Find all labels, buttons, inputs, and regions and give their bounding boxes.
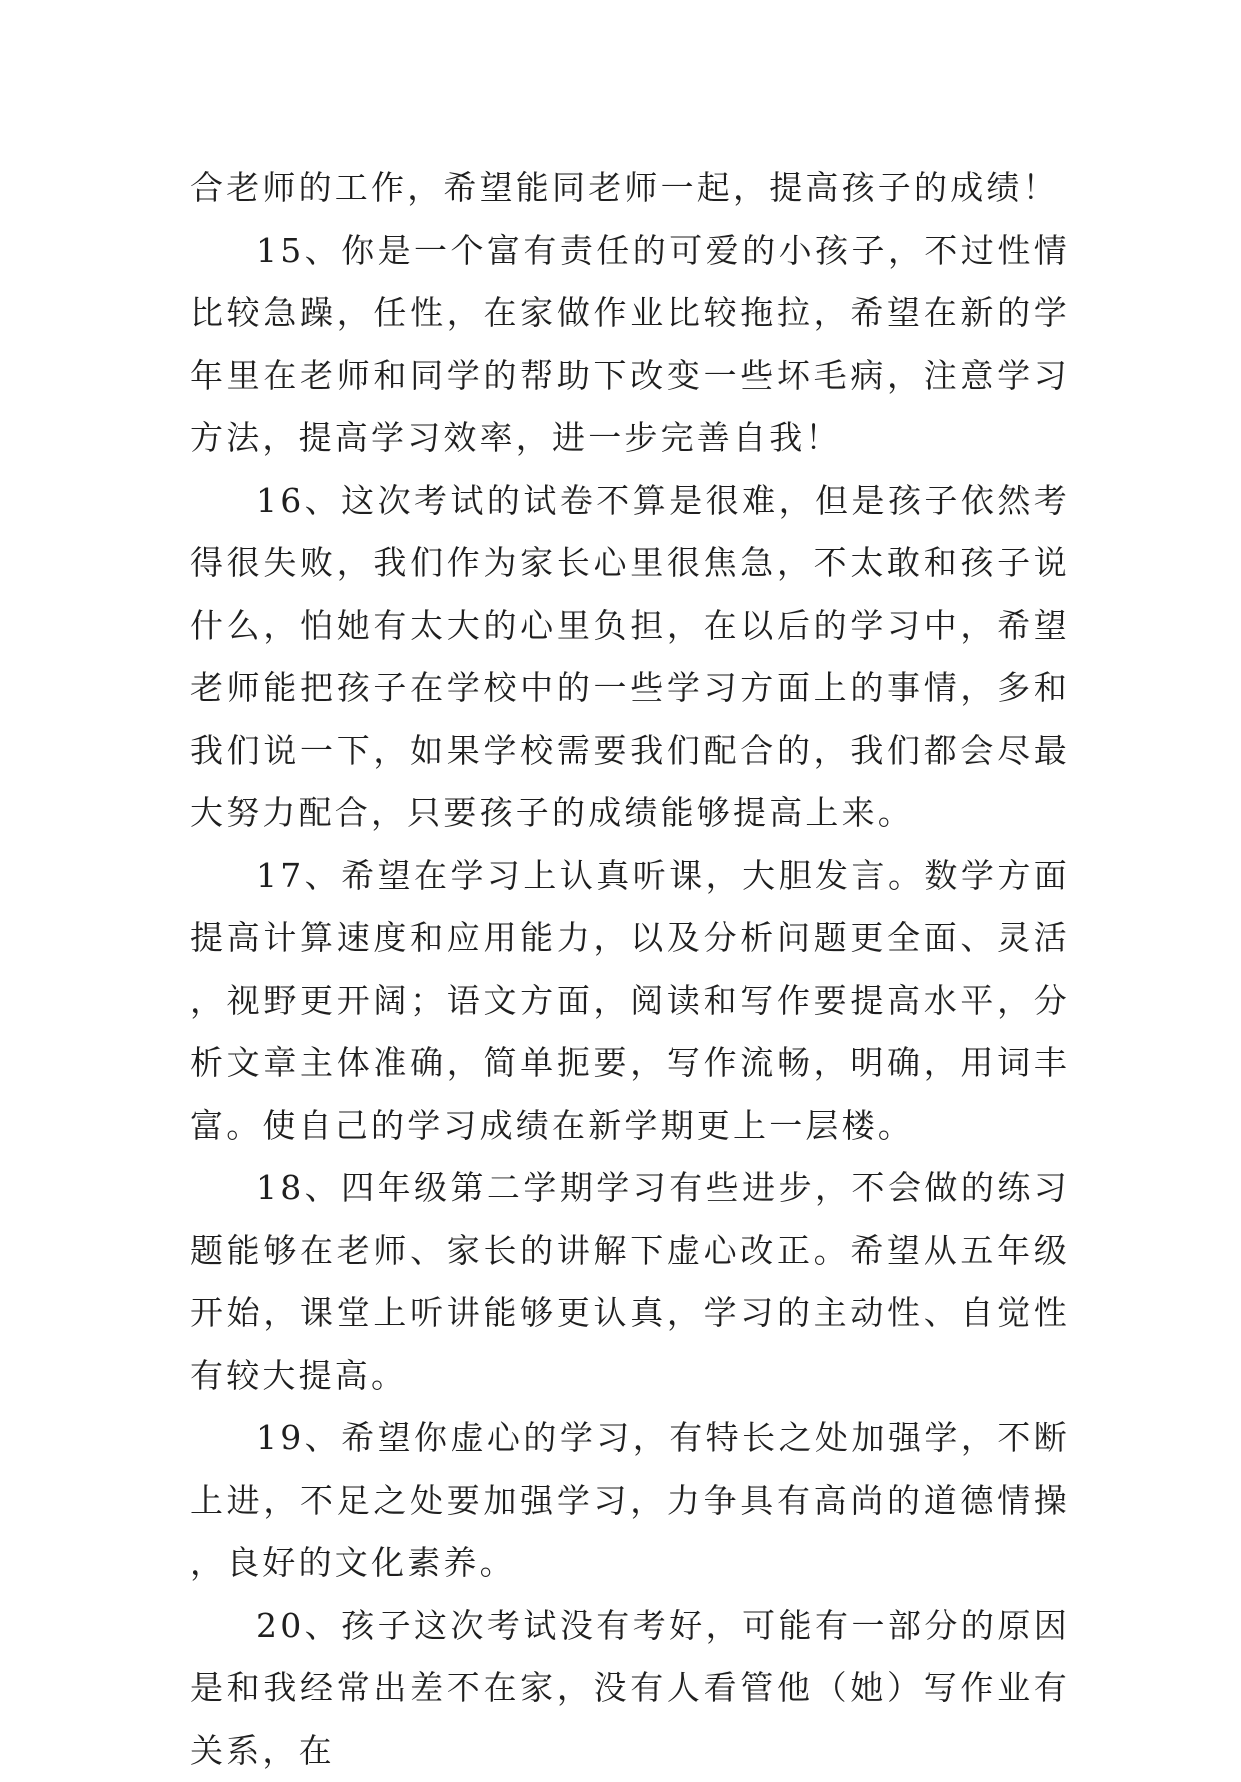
document-body	[190, 157, 1070, 1782]
paragraph-item-15: 15、你是一个富有责任的可爱的小孩子，不过性情比较急躁，任性，在家做作业比较拖拉，希望在新的学年里在老师和同学的帮助下改变一些坏毛病，注意学习方法，提高学习效率，进一步完善自我！	[190, 220, 1070, 470]
paragraph-item-16: 16、这次考试的试卷不算是很难，但是孩子依然考得很失败，我们作为家长心里很焦急，不太敢和孩子说什么，怕她有太大的心里负担，在以后的学习中，希望老师能把孩子在学校中的一些学习方面上的事情，多和我们说一下，如果学校需要我们配合的，我们都会尽最大努力配合，只要孩子的成绩能够提高上来。	[190, 470, 1070, 845]
paragraph-item-18: 18、四年级第二学期学习有些进步，不会做的练习题能够在老师、家长的讲解下虚心改正。希望从五年级开始，课堂上听讲能够更认真，学习的主动性、自觉性有较大提高。	[190, 1157, 1070, 1407]
paragraph-item-20: 20、孩子这次考试没有考好，可能有一部分的原因是和我经常出差不在家，没有人看管他（她）写作业有关系，在	[190, 1595, 1070, 1782]
paragraph-item-17: 17、希望在学习上认真听课，大胆发言。数学方面提高计算速度和应用能力，以及分析问题更全面、灵活，视野更开阔；语文方面，阅读和写作要提高水平，分析文章主体准确，简单扼要，写作流畅，明确，用词丰富。使自己的学习成绩在新学期更上一层楼。	[190, 845, 1070, 1158]
paragraph-item-19: 19、希望你虚心的学习，有特长之处加强学，不断上进，不足之处要加强学习，力争具有高尚的道德情操，良好的文化素养。	[190, 1407, 1070, 1595]
paragraph-continuation: 合老师的工作，希望能同老师一起，提高孩子的成绩！	[190, 157, 1070, 220]
